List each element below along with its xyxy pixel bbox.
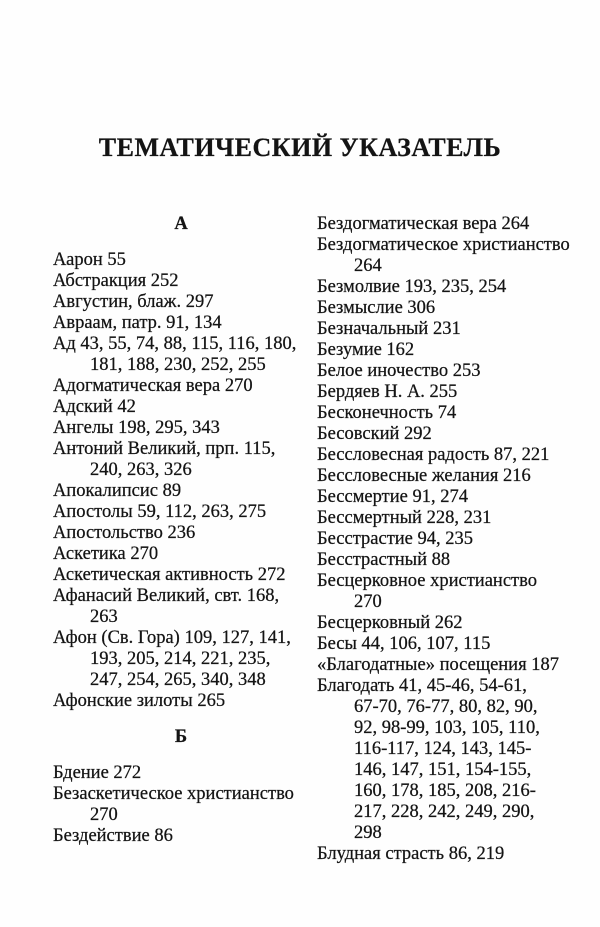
index-entry: Бесовский 292 bbox=[317, 424, 432, 444]
index-entry: Аскетика 270 bbox=[53, 544, 159, 564]
index-entry: Бесцерковное христианство 270 bbox=[317, 571, 537, 612]
index-entry: «Благодатные» посещения 187 bbox=[317, 655, 559, 675]
index-entry: Бесстрастный 88 bbox=[317, 550, 451, 570]
index-entry: Августин, блаж. 297 bbox=[53, 292, 214, 312]
index-entry: Ангелы 198, 295, 343 bbox=[53, 418, 220, 438]
index-entry: Белое иночество 253 bbox=[317, 361, 481, 381]
index-entry: Авраам, патр. 91, 134 bbox=[53, 313, 222, 333]
page-title: ТЕМАТИЧЕСКИЙ УКАЗАТЕЛЬ bbox=[98, 133, 502, 162]
section-letter-А: А bbox=[174, 214, 188, 234]
index-entry: Афон (Св. Гора) 109, 127, 141, 193, 205, 214, 221, 235, 247, 254, 265, 340, 348 bbox=[53, 628, 291, 690]
index-entry: Бесконечность 74 bbox=[317, 403, 457, 423]
index-entry: Бездействие 86 bbox=[53, 826, 173, 846]
index-entry: Безмолвие 193, 235, 254 bbox=[317, 277, 507, 297]
index-column-right bbox=[317, 214, 573, 865]
index-column-left bbox=[53, 214, 309, 847]
index-entry: Аарон 55 bbox=[53, 250, 126, 270]
index-entry: Бдение 272 bbox=[53, 763, 142, 783]
index-entry: Бесы 44, 106, 107, 115 bbox=[317, 634, 491, 654]
index-entry: Апокалипсис 89 bbox=[53, 481, 182, 501]
section-letter-Б: Б bbox=[174, 727, 188, 747]
index-entry: Блудная страсть 86, 219 bbox=[317, 844, 505, 864]
index-entry: Афанасий Великий, свт. 168, 263 bbox=[53, 586, 280, 627]
index-entry: Бесцерковный 262 bbox=[317, 613, 463, 633]
index-entry: Афонские зилоты 265 bbox=[53, 691, 226, 711]
index-entry: Бессмертный 228, 231 bbox=[317, 508, 492, 528]
index-entry: Бердяев Н. А. 255 bbox=[317, 382, 458, 402]
index-entry: Благодать 41, 45-46, 54-61, 67-70, 76-77, 80, 82, 90, 92, 98-99, 103, 105, 110, 116-117, 124, 143, 145- 146, 147, 151, 154-155, 160, 178, 185, 208, 216- 217, 228, 242, 249, 290, 298 bbox=[317, 676, 540, 843]
index-entry: Безмыслие 306 bbox=[317, 298, 436, 318]
index-entry: Бесстрастие 94, 235 bbox=[317, 529, 474, 549]
index-entry: Адский 42 bbox=[53, 397, 136, 417]
index-entry: Ад 43, 55, 74, 88, 115, 116, 180, 181, 188, 230, 252, 255 bbox=[53, 334, 297, 375]
index-entry: Адогматическая вера 270 bbox=[53, 376, 253, 396]
index-entry: Бессмертие 91, 274 bbox=[317, 487, 468, 507]
index-entry: Безаскетическое христианство 270 bbox=[53, 784, 294, 825]
index-entry: Бессловесная радость 87, 221 bbox=[317, 445, 550, 465]
index-entry: Аскетическая активность 272 bbox=[53, 565, 286, 585]
index-entry: Безумие 162 bbox=[317, 340, 415, 360]
index-entry: Безначальный 231 bbox=[317, 319, 461, 339]
index-entry: Бездогматическая вера 264 bbox=[317, 214, 530, 234]
index-entry: Апостольство 236 bbox=[53, 523, 196, 543]
index-entry: Апостолы 59, 112, 263, 275 bbox=[53, 502, 267, 522]
index-entry: Бессловесные желания 216 bbox=[317, 466, 531, 486]
index-entry: Бездогматическое христианство 264 bbox=[317, 235, 570, 276]
index-entry: Антоний Великий, прп. 115, 240, 263, 326 bbox=[53, 439, 276, 480]
index-entry: Абстракция 252 bbox=[53, 271, 179, 291]
